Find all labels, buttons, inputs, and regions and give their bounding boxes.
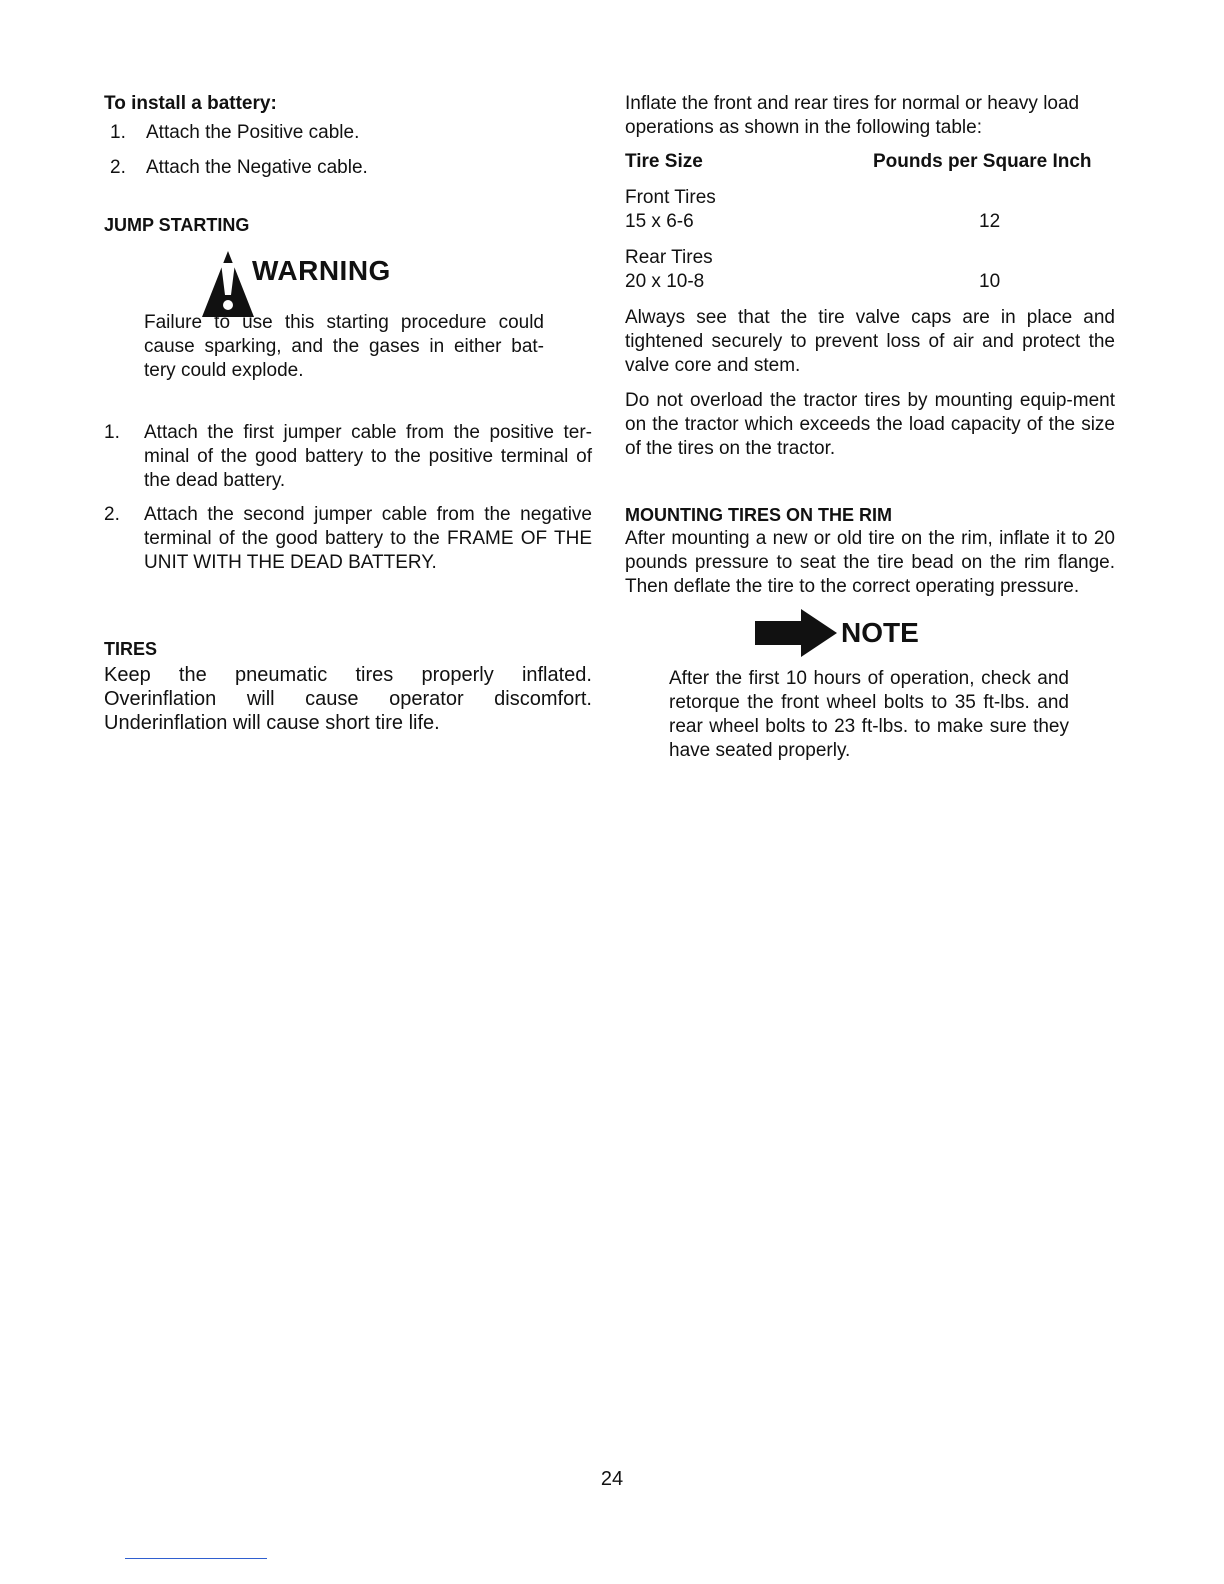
tire-size-cell: 20 x 10-8: [625, 271, 705, 292]
table-row: [625, 210, 1115, 234]
inflation-intro: Inflate the front and rear tires for normal or heavy load operations as shown in the following table:: [625, 93, 1080, 138]
install-battery-heading: To install a battery:: [104, 93, 277, 114]
step-number: 1.: [110, 122, 126, 143]
install-steps-list: [110, 121, 592, 180]
list-item: [110, 156, 592, 180]
step-number: 2.: [104, 504, 120, 525]
warning-text: Failure to use this starting procedure could cause sparking, and the gases in either bat-tery could explode.: [144, 312, 544, 381]
note-header: [755, 605, 1115, 661]
tires-text: Keep the pneumatic tires properly inflated. Overinflation will cause operator discomfort. Underinflation will cause short tire life.: [104, 664, 592, 734]
warning-label: WARNING: [252, 255, 391, 286]
right-column: [625, 92, 1115, 763]
warning-triangle-icon: [202, 251, 254, 317]
step-text: Attach the first jumper cable from the positive ter-minal of the good battery to the positive terminal of the dead battery.: [144, 422, 592, 491]
table-row: [625, 270, 1115, 294]
step-text: Attach the second jumper cable from the negative terminal of the good battery to the FRAME OF THE UNIT WITH THE DEAD BATTERY.: [144, 504, 592, 573]
left-column: [104, 92, 592, 735]
table-row: [625, 246, 1115, 270]
psi-cell: 10: [979, 271, 1001, 292]
note-label: NOTE: [841, 617, 919, 648]
tires-heading: TIRES: [104, 639, 158, 659]
psi-header: Pounds per Square Inch: [873, 151, 1092, 172]
mounting-tires-heading: MOUNTING TIRES ON THE RIM: [625, 505, 892, 525]
footer-divider: [125, 1558, 267, 1559]
tire-group-label: Rear Tires: [625, 247, 713, 268]
list-item: [104, 503, 592, 575]
tire-table-body: [625, 186, 1115, 294]
arrow-right-icon: [755, 607, 837, 659]
jump-starting-heading: JUMP STARTING: [104, 215, 250, 235]
table-row: [625, 186, 1115, 210]
warning-box: [144, 251, 592, 383]
tire-size-cell: 15 x 6-6: [625, 211, 694, 232]
list-item: [110, 121, 592, 145]
psi-cell: 12: [979, 211, 1001, 232]
jump-steps-list: [104, 421, 592, 575]
tire-size-header: Tire Size: [625, 151, 703, 172]
overload-text: Do not overload the tractor tires by mounting equip-ment on the tractor which exceeds the load capacity of the size of the tires on the tractor.: [625, 390, 1115, 459]
valve-caps-text: Always see that the tire valve caps are in place and tightened securely to prevent loss of air and protect the valve core and stem.: [625, 307, 1115, 376]
step-text: Attach the Negative cable.: [146, 157, 368, 178]
step-number: 2.: [110, 157, 126, 178]
step-number: 1.: [104, 422, 120, 443]
page-number: 24: [600, 1468, 624, 1490]
tire-group-label: Front Tires: [625, 187, 716, 208]
step-text: Attach the Positive cable.: [146, 122, 360, 143]
mounting-tires-text: After mounting a new or old tire on the rim, inflate it to 20 pounds pressure to seat the tire bead on the rim flange. Then deflate the tire to the correct operating pressure.: [625, 528, 1115, 597]
list-item: [104, 421, 592, 493]
tire-table-header: [625, 150, 1115, 174]
note-text: After the first 10 hours of operation, check and retorque the front wheel bolts to 35 ft-lbs. and rear wheel bolts to 23 ft-lbs. to make sure they have seated properly.: [669, 668, 1069, 761]
